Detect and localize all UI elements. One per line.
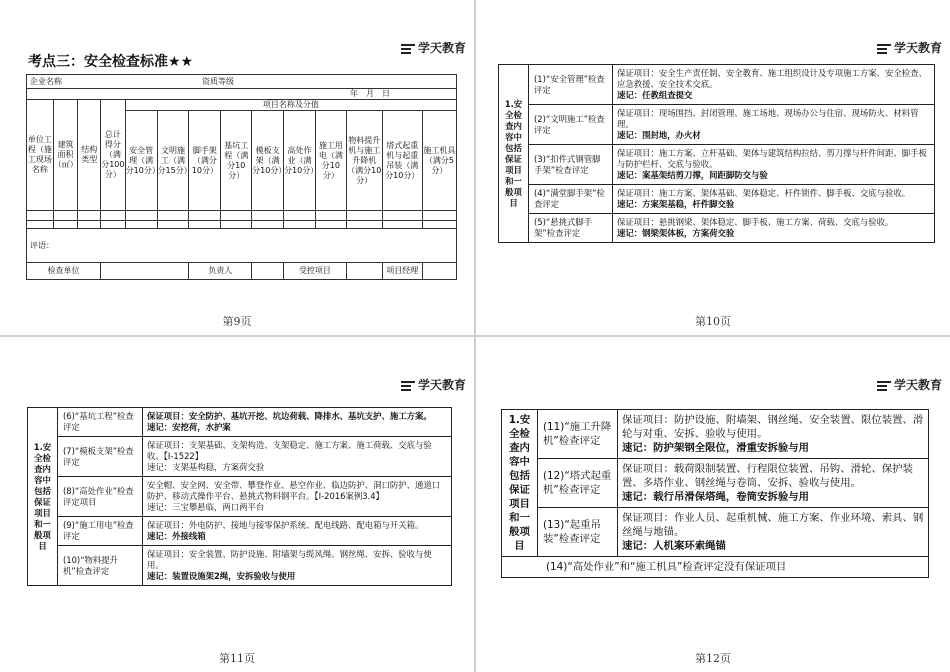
page-number: 第11页	[219, 652, 255, 665]
brand-logo-icon	[401, 381, 415, 390]
item-content: 保证项目：悬挑钢梁、架体稳定、脚手板、施工方案、荷载、交底与验收。 速记：钢梁架体板，方案荷交验	[613, 214, 935, 243]
table-row	[499, 65, 935, 105]
footer-project-manager: 项目经理	[382, 263, 422, 280]
col-item: 文明施工（满分15分）	[157, 111, 189, 211]
brand-logo: 学天教育	[401, 39, 466, 56]
content-table	[27, 407, 452, 586]
page-title: 考点三：安全检查标准★★	[28, 54, 194, 70]
brand-logo-icon	[877, 381, 891, 390]
item-content: 保证项目：施工方案、立杆基础、架体与建筑结构拉结、剪刀撑与杆件间距、脚手板与防护栏杆、交底与验收。 速记：案基架结剪刀撑，间距脚防交与验	[613, 145, 935, 185]
item-content: 安全帽、安全网、安全带、攀登作业、悬空作业、临边防护、洞口防护、通道口防护、移动式操作平台、悬挑式物料钢平台。【Ⅰ-2016案例3.4】 速记：三宝攀悬临，两口两平台	[143, 477, 452, 517]
page-9	[0, 0, 474, 335]
table-row	[28, 408, 452, 437]
category-cell: 1.安全检查内容中包括保证项目和一般项目	[28, 408, 58, 586]
item-name: (13)“起重吊装”检查评定	[538, 508, 618, 557]
table-row	[28, 546, 452, 586]
inspection-form-table	[26, 74, 457, 280]
table-row	[27, 211, 457, 221]
content-table	[501, 409, 929, 578]
col-item: 高处作业（满分10分）	[284, 111, 316, 211]
page-number: 第10页	[695, 315, 731, 328]
col-item: 施工机具（满分5分）	[422, 111, 456, 211]
item-content: 保证项目：支架基础、支架构造、支架稳定、施工方案、施工荷载、交底与验收。【Ⅰ-1522】 速记：支架基构稳，方案荷交验	[143, 437, 452, 477]
footer-inspection-unit: 检查单位	[27, 263, 101, 280]
item-name: (9)“施工用电”检查评定	[58, 517, 143, 546]
item-content: 保证项目：施工方案、架体基础、架体稳定、杆件锁件、脚手板、交底与验收。 速记：方案架基稳，杆件脚交验	[613, 185, 935, 214]
brand-logo: 学天教育	[877, 376, 942, 393]
item-content: 保证项目：现场围挡、封闭管理、施工场地、现场办公与住宿、现场防火、材料管理。 速记：围封地，办火材	[613, 105, 935, 145]
table-row	[502, 557, 929, 578]
footer-controlled-item: 受控项目	[284, 263, 347, 280]
col-item: 塔式起重机与起重吊装（满分10分）	[382, 111, 422, 211]
item-content: 保证项目：防护设施、附墙架、钢丝绳、安全装置、限位装置、滑轮与对重、安拆、验收与使用。 速记：防护架钢全限位，滑重安拆验与用	[618, 410, 929, 459]
note-row: (14)“高处作业”和“施工机具”检查评定没有保证项目	[502, 557, 929, 578]
items-header: 项目名称及分值	[125, 100, 456, 111]
page-number: 第9页	[222, 315, 252, 328]
table-row	[28, 437, 452, 477]
brand-logo-icon	[401, 44, 415, 53]
table-row	[502, 410, 929, 459]
page-12	[476, 337, 950, 672]
col-item: 物料提升机与施工升降机（满分10分）	[346, 111, 382, 211]
item-name: (6)“基坑工程”检查评定	[58, 408, 143, 437]
item-content: 保证项目：安全防护、基坑开挖、坑边荷载、降排水、基坑支护、施工方案。 速记：安挖荷，水护案	[143, 408, 452, 437]
item-content: 保证项目：安全生产责任制、安全教育、施工组织设计及专项施工方案、安全检查、应急救援、安全技术交底。 速记：任教组查提交	[613, 65, 935, 105]
table-row	[499, 185, 935, 214]
table-row	[28, 477, 452, 517]
item-name: (12)“塔式起重机”检查评定	[538, 459, 618, 508]
item-content: 保证项目：安全装置、防护设施、附墙架与缆风绳、钢丝绳、安拆、验收与使用。 速记：装置设施架2绳，安拆验收与使用	[143, 546, 452, 586]
table-row	[28, 517, 452, 546]
col-building-area: 建筑面积（㎡）	[53, 100, 78, 211]
col-item: 模板支架（满分10分）	[252, 111, 284, 211]
category-cell: 1.安全检查内容中包括保证项目和一般项目	[502, 410, 538, 557]
brand-logo: 学天教育	[401, 376, 466, 393]
category-cell: 1.安全检查内容中包括保证项目和一般项目	[499, 65, 529, 243]
item-name: (2)“文明施工”检查评定	[529, 105, 613, 145]
item-name: (11)“施工升降机”检查评定	[538, 410, 618, 459]
comment-label: 评语：	[27, 229, 457, 263]
table-row	[502, 508, 929, 557]
content-table	[498, 64, 935, 243]
brand-logo-icon	[877, 44, 891, 53]
item-name: (1)“安全管理”检查评定	[529, 65, 613, 105]
item-name: (3)“扣件式钢管脚手架”检查评定	[529, 145, 613, 185]
enterprise-label: 企业名称	[30, 76, 62, 86]
item-name: (4)“满堂脚手架”检查评定	[529, 185, 613, 214]
page-number: 第12页	[695, 652, 731, 665]
col-item: 安全管理（满分10分）	[125, 111, 157, 211]
page-10	[476, 0, 950, 335]
col-total-score: 总计得分（满分100分）	[101, 100, 126, 211]
item-content: 保证项目：载荷限制装置、行程限位装置、吊钩、滑轮、保护装置、多塔作业、钢丝绳与卷筒、安拆、验收与使用。 速记：载行吊滑保塔绳，卷筒安拆验与用	[618, 459, 929, 508]
item-name: (7)“模板支架”检查评定	[58, 437, 143, 477]
item-name: (10)“物料提升机”检查评定	[58, 546, 143, 586]
col-unit-project: 单位工程（施工现场名称	[27, 100, 54, 211]
item-name: (8)“高处作业”检查评定项目	[58, 477, 143, 517]
table-row	[499, 145, 935, 185]
table-row	[27, 221, 457, 229]
col-item: 施工用电（满分10分）	[315, 111, 346, 211]
qualification-label: 资质等级	[202, 76, 234, 86]
item-content: 保证项目：作业人员、起重机械、施工方案、作业环境、索具、钢丝绳与地锚。 速记：人机案环索绳锚	[618, 508, 929, 557]
page-11	[0, 337, 474, 672]
item-content: 保证项目：外电防护、接地与接零保护系统、配电线路、配电箱与开关箱。 速记：外接线箱	[143, 517, 452, 546]
col-item: 脚手架（满分10分）	[189, 111, 221, 211]
item-name: (5)“悬挑式脚手架”检查评定	[529, 214, 613, 243]
table-row	[502, 459, 929, 508]
table-row	[499, 214, 935, 243]
col-item: 基坑工程（满分10分）	[221, 111, 252, 211]
brand-logo: 学天教育	[877, 39, 942, 56]
table-row	[499, 105, 935, 145]
col-structure-type: 结构类型	[78, 100, 101, 211]
footer-responsible: 负责人	[189, 263, 252, 280]
date-label: 年 月 日	[27, 89, 457, 100]
